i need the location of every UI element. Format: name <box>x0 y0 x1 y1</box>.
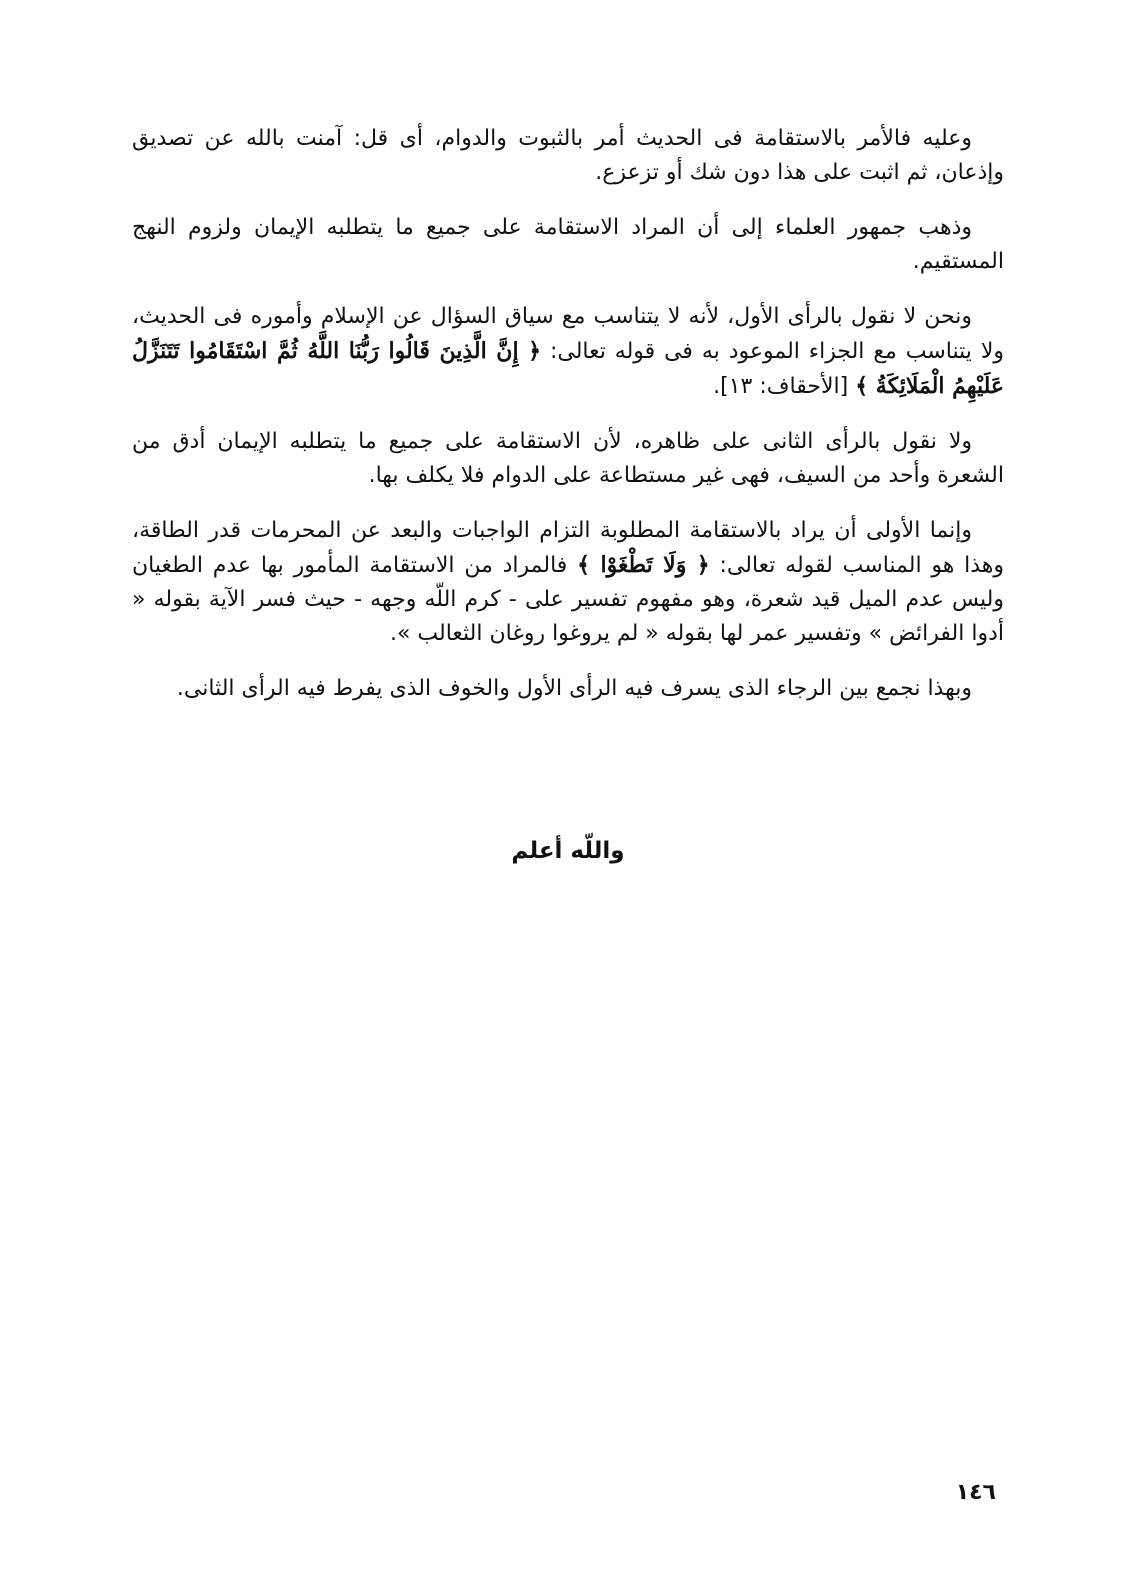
verse-citation: [الأحقاف: ١٣]. <box>713 374 849 399</box>
paragraph-5 <box>132 514 1004 651</box>
paragraph-3 <box>132 300 1004 404</box>
paragraph-4: ولا نقول بالرأى الثانى على ظاهره، لأن الاستقامة على جميع ما يتطلبه الإيمان أدق من الشعرة وأحد من السيف، فهى غير مستطاعة على الدوام فلا يكلف بها. <box>132 429 1004 488</box>
paragraph-5-text-start: وإنما الأولى أن يراد بالاستقامة المطلوبة التزام الواجبات والبعد عن المحرمات قدر الطاقة، وهذا هو المناسب لقوله تعالى: <box>132 518 1004 578</box>
paragraph-5-text-end: فالمراد من الاستقامة المأمور بها عدم الطغيان وليس عدم الميل قيد شعرة، وهو مفهوم تفسير على - كرم اللّه وجهه - حيث فسر الآية بقوله « أدوا الفرائض » وتفسير عمر لها بقوله « لم يروغوا روغان الثعالب ». <box>132 553 1004 646</box>
page-number: ١٤٦ <box>955 1480 996 1505</box>
quran-verse-hud: ﴿ وَلَا تَطْغَوْا ﴾ <box>577 552 710 578</box>
closing-phrase: واللّه أعلم <box>511 838 625 864</box>
paragraph-3-text: ونحن لا نقول بالرأى الأول، لأنه لا يتناسب مع سياق السؤال عن الإسلام وأموره فى الحديث، ولا يتناسب مع الجزاء الموعود به فى قوله تعالى: <box>132 304 1004 364</box>
paragraph-6: وبهذا نجمع بين الرجاء الذى يسرف فيه الرأى الأول والخوف الذى يفرط فيه الرأى الثانى. <box>176 676 972 701</box>
body-text <box>132 122 1004 727</box>
quran-verse-fussilat: ﴿ إِنَّ الَّذِينَ قَالُوا رَبُّنَا اللَّهُ ثُمَّ اسْتَقَامُوا تَتَنَزَّلُ عَلَيْهِمُ الْمَلَائِكَةُ ﴾ <box>132 338 1004 399</box>
paragraph-2: وذهب جمهور العلماء إلى أن المراد الاستقامة على جميع ما يتطلبه الإيمان ولزوم النهج المستقيم. <box>132 215 1004 274</box>
paragraph-1: وعليه فالأمر بالاستقامة فى الحديث أمر بالثبوت والدوام، أى قل: آمنت بالله عن تصديق وإذعان، ثم اثبت على هذا دون شك أو تزعزع. <box>132 126 1004 185</box>
